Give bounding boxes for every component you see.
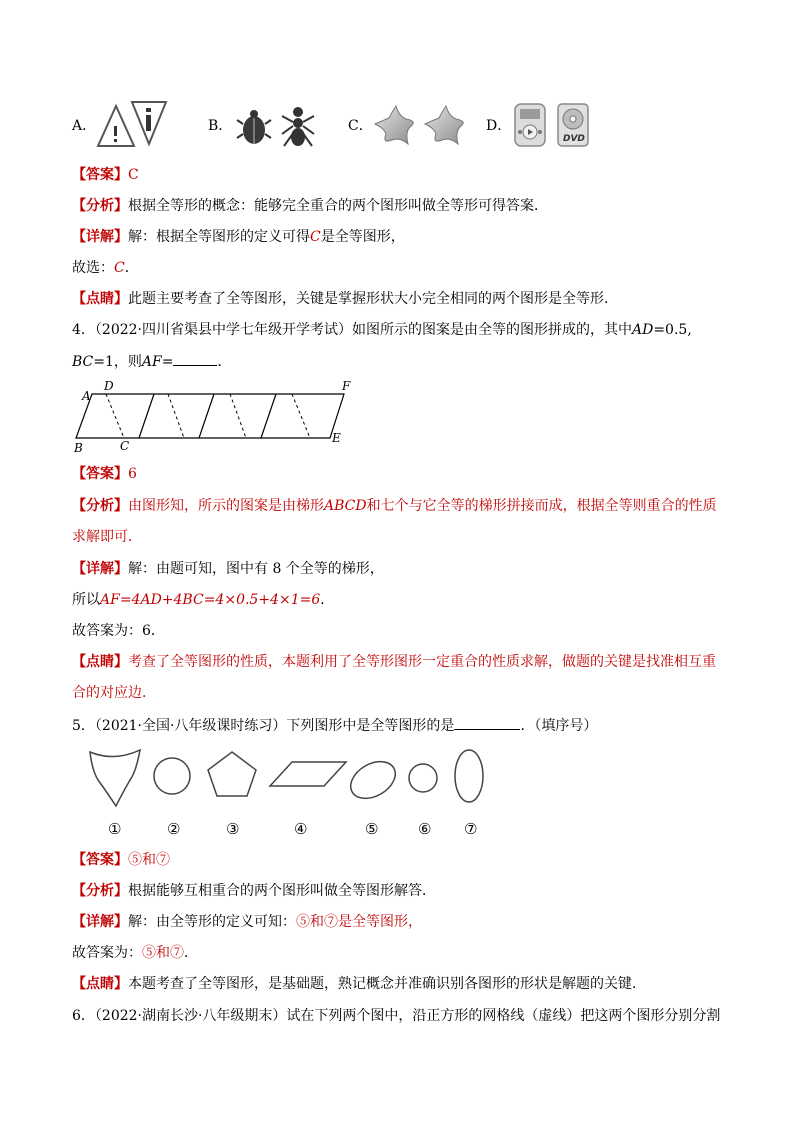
label-a: A [82,389,91,403]
label-f: F [342,379,351,393]
q3-comment: 【点睛】此题主要考查了全等图形，关键是掌握形状大小完全相同的两个图形是全等形． [72,291,618,307]
q4-answer-blank[interactable] [173,351,217,366]
shape-label-3: ③ [226,820,240,838]
shape-label-5: ⑤ [365,820,379,838]
q3-answer: 【答案】C [72,167,139,183]
shape-label-7: ⑦ [464,820,478,838]
option-b-label: B． [208,118,233,134]
q4-analysis-line2: 求解即可． [72,529,142,545]
option-a-label: A． [72,118,97,134]
q5-comment: 【点睛】本题考查了全等图形，是基础题，熟记概念并准确识别各图形的形状是解题的关键． [72,976,646,992]
q4-calc: 所以AF=4AD+4BC=4×0.5+4×1=6． [72,592,335,608]
q3-detail: 【详解】解：根据全等图形的定义可得C是全等图形， [72,229,405,245]
label-d: D [104,379,114,393]
q4-analysis-line1: 【分析】由图形知，所示的图案是由梯形ABCD和七个与它全等的梯形拼接而成，根据全等则重合的性质 [72,498,717,514]
q4-result: 故答案为：6． [72,623,165,639]
q3-choose: 故选：C． [72,260,139,276]
q4-stem-line1: 4．（2022·四川省渠县中学七年级开学考试）如图所示的图案是由全等的图形拼成的，其中AD=0.5, [72,322,692,338]
q4-answer: 【答案】6 [72,466,137,482]
option-b-insects-icon [236,104,320,148]
option-d-label: D． [486,118,512,134]
q5-analysis: 【分析】根据能够互相重合的两个图形叫做全等图形解答． [72,883,436,899]
q3-analysis: 【分析】根据全等形的概念：能够完全重合的两个图形叫做全等形可得答案． [72,198,548,214]
q6-stem: 6．（2022·湖南长沙·八年级期末）试在下列两个图中，沿正方形的网格线（虚线）把这两个图形分别分割 [72,1008,721,1024]
option-c-label: C． [348,118,373,134]
q5-detail: 【详解】解：由全等形的定义可知：⑤和⑦是全等图形， [72,914,422,930]
label-b: B [74,441,83,455]
label-e: E [332,431,341,445]
option-d-media-icons [512,100,592,150]
q4-trapezoid-figure [70,378,360,454]
label-c: C [120,439,130,453]
option-c-stars-icon [372,102,472,148]
q4-comment-line2: 合的对应边． [72,685,156,701]
q5-result: 故答案为：⑤和⑦． [72,945,198,961]
q5-shapes-figure [84,744,504,844]
shape-label-6: ⑥ [418,820,432,838]
q4-comment-line1: 【点睛】考查了全等图形的性质，本题利用了全等形图形一定重合的性质求解，做题的关键是找准相互重 [72,654,716,670]
q4-stem-line2: BC=1，则AF= ． [72,351,231,371]
shape-label-1: ① [108,820,122,838]
q5-answer-blank[interactable] [454,715,520,730]
shape-label-2: ② [167,820,181,838]
option-a-warning-signs-icon [96,100,168,148]
q4-detail: 【详解】解：由题可知，图中有 8 个全等的梯形， [72,561,384,577]
q5-answer: 【答案】⑤和⑦ [72,852,170,868]
dvd-label: DVD [563,134,585,144]
q5-stem: 5．（2021·全国·八年级课时练习）下列图形中是全等图形的是 ．（填序号） [72,715,597,735]
shape-label-4: ④ [294,820,308,838]
